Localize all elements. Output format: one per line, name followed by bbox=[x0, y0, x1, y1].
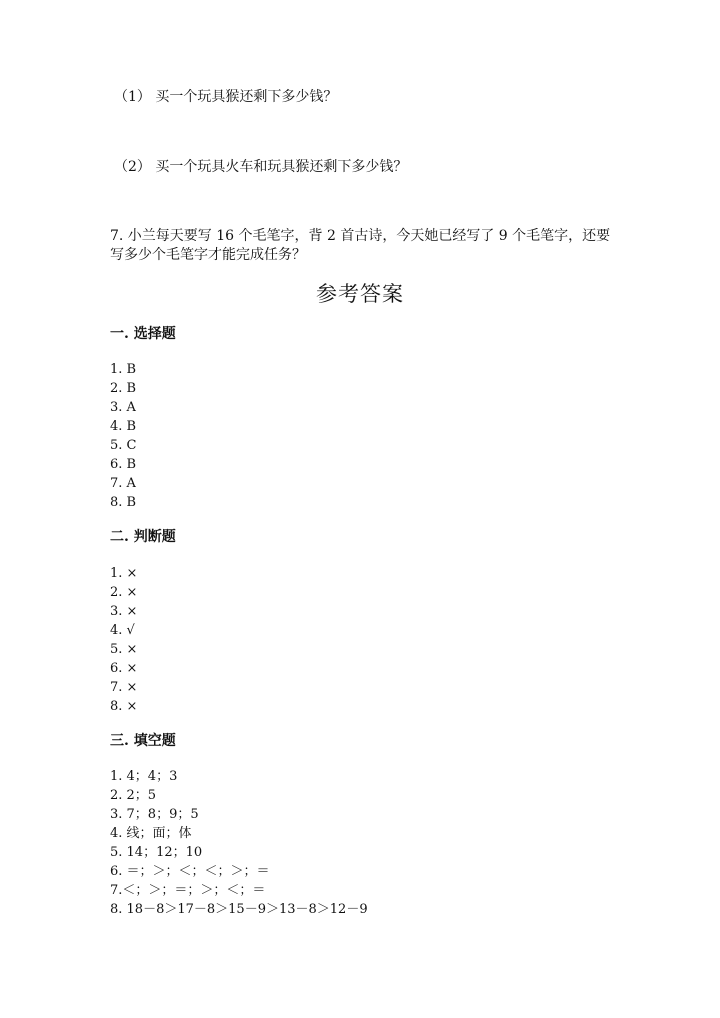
answer-item: 2. 2；5 bbox=[110, 788, 157, 803]
answer-item: 2. B bbox=[110, 381, 137, 396]
answer-item: 8. 18－8＞17－8＞15－9＞13－8＞12－9 bbox=[110, 902, 368, 917]
answer-item: 7.＜；＞；＝；＞；＜；＝ bbox=[110, 883, 266, 898]
answer-item: 3. A bbox=[110, 400, 136, 415]
answer-item: 5. × bbox=[110, 642, 138, 657]
answer-item: 7. × bbox=[110, 680, 138, 695]
answer-item: 2. × bbox=[110, 585, 138, 600]
answer-item: 7. A bbox=[110, 476, 136, 491]
answer-item: 1. B bbox=[110, 362, 137, 377]
answer-item: 1. × bbox=[110, 566, 138, 581]
answer-item: 5. C bbox=[110, 438, 137, 453]
answer-item: 4. 线；面；体 bbox=[110, 826, 192, 841]
answer-item: 4. B bbox=[110, 419, 137, 434]
answer-item: 8. × bbox=[110, 699, 138, 714]
answer-item: 8. B bbox=[110, 495, 137, 510]
answer-item: 3. 7；8；9；5 bbox=[110, 807, 199, 822]
answer-item: 5. 14；12；10 bbox=[110, 845, 203, 860]
question-6-part-1: （1） 买一个玩具猴还剩下多少钱？ bbox=[114, 89, 338, 105]
answer-item: 3. × bbox=[110, 604, 138, 619]
section-heading-fill-blank: 三. 填空题 bbox=[110, 733, 176, 749]
section-heading-choice: 一. 选择题 bbox=[110, 326, 176, 342]
question-6-part-2: （2） 买一个玩具火车和玩具猴还剩下多少钱？ bbox=[114, 159, 408, 175]
answer-item: 6. ＝；＞；＜；＜；＞；＝ bbox=[110, 864, 270, 879]
question-7-line-1: 7. 小兰每天要写 16 个毛笔字，背 2 首古诗，今天她已经写了 9 个毛笔字，还要 bbox=[110, 228, 611, 244]
answer-item: 1. 4；4；3 bbox=[110, 769, 178, 784]
section-heading-judgement: 二. 判断题 bbox=[110, 529, 176, 545]
answer-item: 4. √ bbox=[110, 623, 135, 638]
answer-item: 6. × bbox=[110, 661, 138, 676]
answer-item: 6. B bbox=[110, 457, 137, 472]
answer-key-title: 参考答案 bbox=[316, 282, 404, 306]
question-7-line-2: 写多少个毛笔字才能完成任务？ bbox=[110, 247, 306, 263]
